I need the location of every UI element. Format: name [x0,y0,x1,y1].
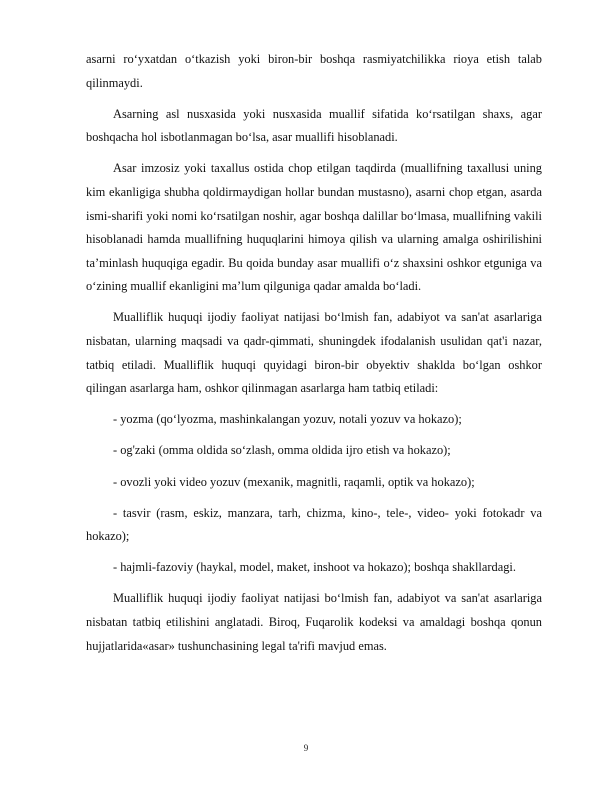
paragraph-anonymous-works: Asar imzosiz yoki taxallus ostida chop etilgan taqdirda (muallifning taxallusi uning kim ekanligiga shubha qoldirmaydigan hollar bundan mustasno), asarni chop etgan, asarda ismi-sharifi yoki nomi ko‘rsatilgan noshir, agar boshqa dalillar bo‘lmasa, muallifning vakili hisoblanadi hamda muallifning huquqlarini himoya qilish va ularning amalga oshirilishini ta’minlash huquqiga egadir. Bu qoida bunday asar muallifi o‘z shaxsini oshkor etguniga va o‘zining muallif ekanligini ma’lum qilguniga qadar amalda bo‘ladi. [86,161,542,294]
list-item: - yozma (qo‘lyozma, mashinkalangan yozuv, notali yozuv va hokazo); [113,412,462,427]
page-number: 9 [303,743,309,753]
paragraph-closing: Mualliflik huquqi ijodiy faoliyat natijasi bo‘lmish fan, adabiyot va san'at asarlariga nisbatan tatbiq etilishini anglatadi. Biroq, Fuqarolik kodeksi va amaldagi boshqa qonun hujjatlarida«asar» tushunchasining legal ta'rifi mavjud emas. [86,591,542,653]
list-item: - ovozli yoki video yozuv (mexanik, magnitli, raqamli, optik va hokazo); [113,474,475,489]
list-item: - og'zaki (omma oldida so‘zlash, omma oldida ijro etish va hokazo); [113,443,451,458]
paragraph-author-presumption: Asarning asl nusxasida yoki nusxasida muallif sifatida ko‘rsatilgan shaxs, agar boshqacha hol isbotlanmagan bo‘lsa, asar muallifi hisoblanadi. [86,106,542,145]
list-item: - tasvir (rasm, eskiz, manzara, tarh, chizma, kino-, tele-, video- yoki fotokadr va hokazo); [86,505,542,544]
object-forms-list [86,408,542,580]
document-page [86,48,542,666]
list-item: - hajmli-fazoviy (haykal, model, maket, inshoot va hokazo); boshqa shakllardagi. [113,560,516,575]
paragraph-copyright-scope: Mualliflik huquqi ijodiy faoliyat natijasi bo‘lmish fan, adabiyot va san'at asarlariga nisbatan, ularning maqsadi va qadr-qimmati, shuningdek ifodalanish usulidan qat'i nazar, tatbiq etiladi. Mualliflik huquqi quyidagi biron-bir obyektiv shaklda bo‘lgan oshkor qilingan asarlarga ham, oshkor qilinmagan asarlarga ham tatbiq etiladi: [86,310,542,396]
paragraph-continuation: asarni ro‘yxatdan o‘tkazish yoki biron-bir boshqa rasmiyatchilikka rioya etish talab qilinmaydi. [86,52,542,90]
